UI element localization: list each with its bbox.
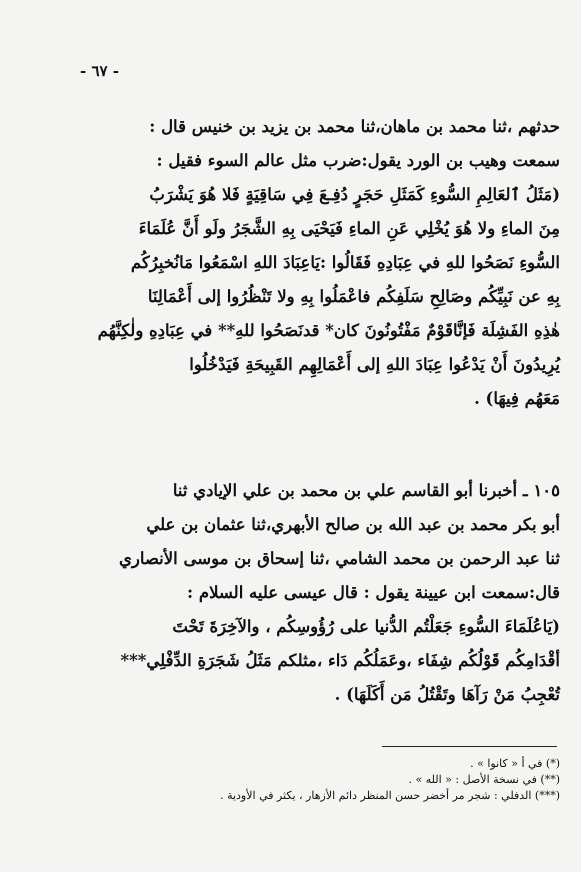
text-line: السُّوءِ نَصَحُوا للهِ في عِبَادِهِ فَقَالُوا :يَاعِبَادَ اللهِ اسْمَعُوا مَانُخبِرُكُم: [130, 253, 560, 272]
text-line: سمعت وهيب بن الورد يقول:ضرب مثل عالم السوء فقيل :: [156, 151, 560, 170]
hadith-paragraph-1: [40, 110, 560, 416]
text-line: هٰذِهِ الفَشِلَة فَإنَّاقَوْمٌ مَفْتُونُونَ كان* قدنَصَحُوا للهِ** في عِبَادِهِ ولٰكِنَّهُم: [97, 321, 560, 340]
text-line: قال:سمعت ابن عيينة يقول : قال عيسى عليه السلام :: [187, 583, 560, 602]
text-line: (يَاعُلَمَاءَ السُّوءِ جَعَلْتُم الدُّنيا على رُؤُوسِكُم ، والآخِرَةَ تَحْتَ: [172, 617, 560, 636]
hadith-paragraph-2: [40, 474, 560, 712]
page-number: - ٦٧ -: [80, 62, 120, 80]
text-line: ١٠٥ ـ أخبرنا أبو القاسم علي بن محمد بن علي الإيادي ثنا: [172, 481, 560, 500]
text-line: تُعْجِبُ مَنْ رَآهَا وتَقْتُلُ مَن أَكَلَهَا) .: [334, 685, 560, 704]
text-line: أقْدَامِكُم قَوْلُكُم شِفَاء ،وعَمَلُكُم دَاء ،مثلكم مَثَلُ شَجَرَةِ الدِّفْلِي***: [120, 651, 560, 670]
footnote: (**) في نسخة الأصل : « الله » .: [408, 773, 560, 786]
text-line: يُرِيدُونَ أَنْ يَدْعُوا عِبَادَ اللهِ إلى أَعْمَالِهِم القَبِيحَةِ فَيَدْخُلُوا: [189, 355, 560, 374]
text-line: أبو بكر محمد بن عبد الله بن صالح الأبهري،ثنا عثمان بن علي: [146, 515, 560, 534]
footnote-divider: [382, 746, 557, 747]
footnote: (*) في أ « كانوا » .: [470, 757, 560, 770]
text-line: مِنَ الماءِ ولا هُوَ يُخْلِي عَنِ الماءِ فَيَحْيَى بِهِ الشَّجَرُ ولَو أَنَّ عُلَمَاءَ: [138, 219, 560, 238]
footnote: (***) الدفلي : شجر مر أخضر حسن المنظر دائم الأزهار ، يكثر في الأودية .: [220, 789, 560, 802]
text-line: مَعَهُم فِيهَا) .: [474, 389, 560, 408]
text-line: بِهِ عن نَبِيِّكُم وصَالِحِ سَلَفِكُم فاعْمَلُوا بِهِ ولا تَنْظُرُوا إلى أَعْمَالِنَا: [147, 287, 560, 306]
text-line: ثنا عبد الرحمن بن محمد الشامي ،ثنا إسحاق بن موسى الأنصاري: [118, 549, 560, 568]
text-line: حدثهم ،ثنا محمد بن ماهان،ثنا محمد بن يزيد بن خنيس قال :: [149, 117, 560, 136]
footnotes: [40, 756, 560, 804]
text-line: (مَثَلُ ٱلعَالِمِ السُّوءِ كَمَثَلِ حَجَرٍ دُفِـعَ فِي سَاقِيَةٍ فَلا هُوَ يَشْرَبُ: [149, 185, 560, 204]
